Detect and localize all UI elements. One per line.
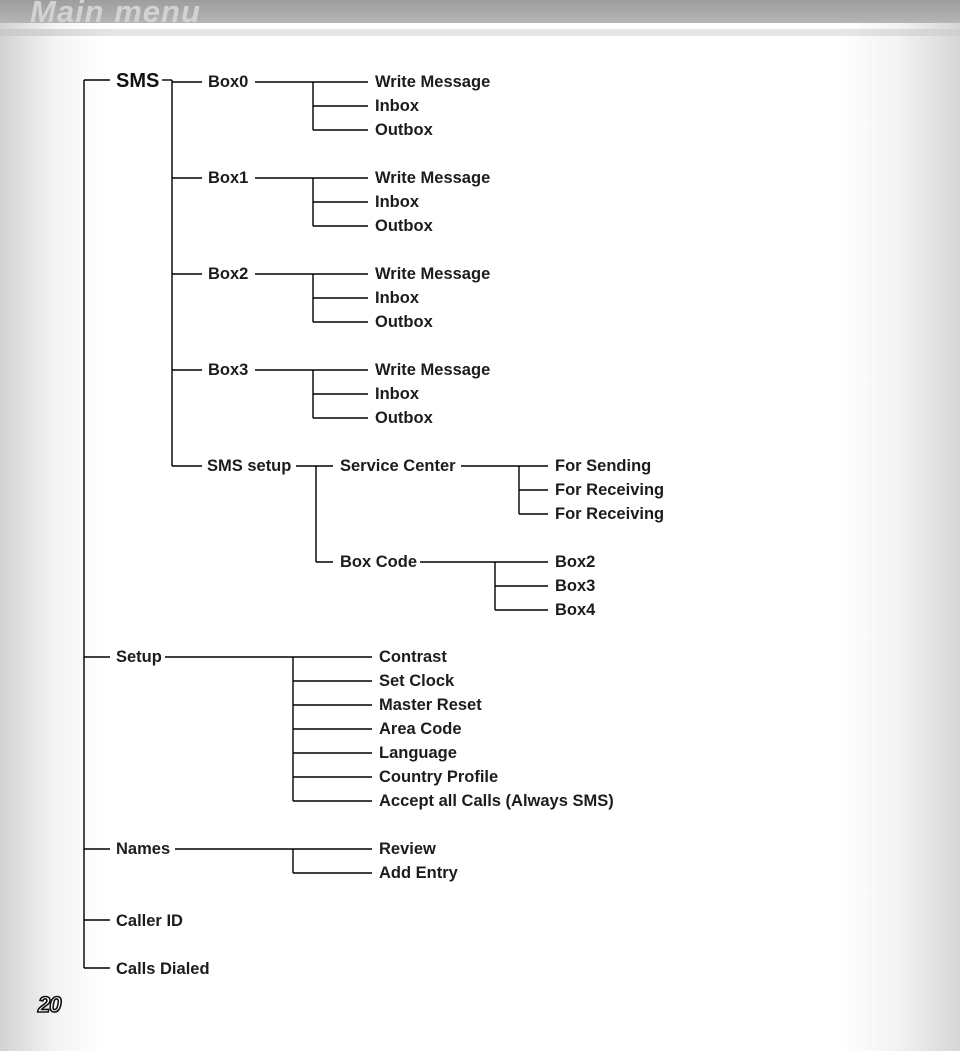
node-box-code-box2: Box2: [555, 553, 596, 571]
node-box0-outbox: Outbox: [375, 121, 433, 139]
node-sms: SMS: [116, 70, 160, 92]
node-caller-id: Caller ID: [116, 912, 183, 930]
node-set-clock: Set Clock: [379, 672, 455, 690]
page-title: Main menu: [30, 0, 201, 23]
node-box3: Box3: [208, 361, 249, 379]
node-box0-write-message: Write Message: [375, 73, 491, 91]
node-calls-dialed: Calls Dialed: [116, 960, 210, 978]
node-box-code-box4: Box4: [555, 601, 596, 619]
node-accept-all-calls: Accept all Calls (Always SMS): [379, 792, 614, 810]
node-box0-inbox: Inbox: [375, 97, 419, 115]
node-box3-inbox: Inbox: [375, 385, 419, 403]
node-box2-inbox: Inbox: [375, 289, 419, 307]
node-sms-setup: SMS setup: [207, 457, 292, 475]
node-box3-outbox: Outbox: [375, 409, 433, 427]
node-box3-write-message: Write Message: [375, 361, 491, 379]
node-box1-outbox: Outbox: [375, 217, 433, 235]
node-area-code: Area Code: [379, 720, 462, 738]
node-review: Review: [379, 840, 436, 858]
node-language: Language: [379, 744, 457, 762]
node-service-center: Service Center: [340, 457, 456, 475]
node-box-code-box3: Box3: [555, 577, 596, 595]
node-for-sending: For Sending: [555, 457, 652, 475]
node-box-code: Box Code: [340, 553, 418, 571]
node-setup: Setup: [116, 648, 162, 666]
node-box1-write-message: Write Message: [375, 169, 491, 187]
node-box2-write-message: Write Message: [375, 265, 491, 283]
node-country-profile: Country Profile: [379, 768, 499, 786]
node-add-entry: Add Entry: [379, 864, 458, 882]
node-box1: Box1: [208, 169, 249, 187]
node-master-reset: Master Reset: [379, 696, 482, 714]
node-names: Names: [116, 840, 171, 858]
node-box2-outbox: Outbox: [375, 313, 433, 331]
page-number: 20: [38, 992, 61, 1017]
node-box1-inbox: Inbox: [375, 193, 419, 211]
node-for-receiving-2: For Receiving: [555, 505, 665, 523]
node-contrast: Contrast: [379, 648, 447, 666]
node-box0: Box0: [208, 73, 249, 91]
node-box2: Box2: [208, 265, 249, 283]
node-for-receiving-1: For Receiving: [555, 481, 665, 499]
